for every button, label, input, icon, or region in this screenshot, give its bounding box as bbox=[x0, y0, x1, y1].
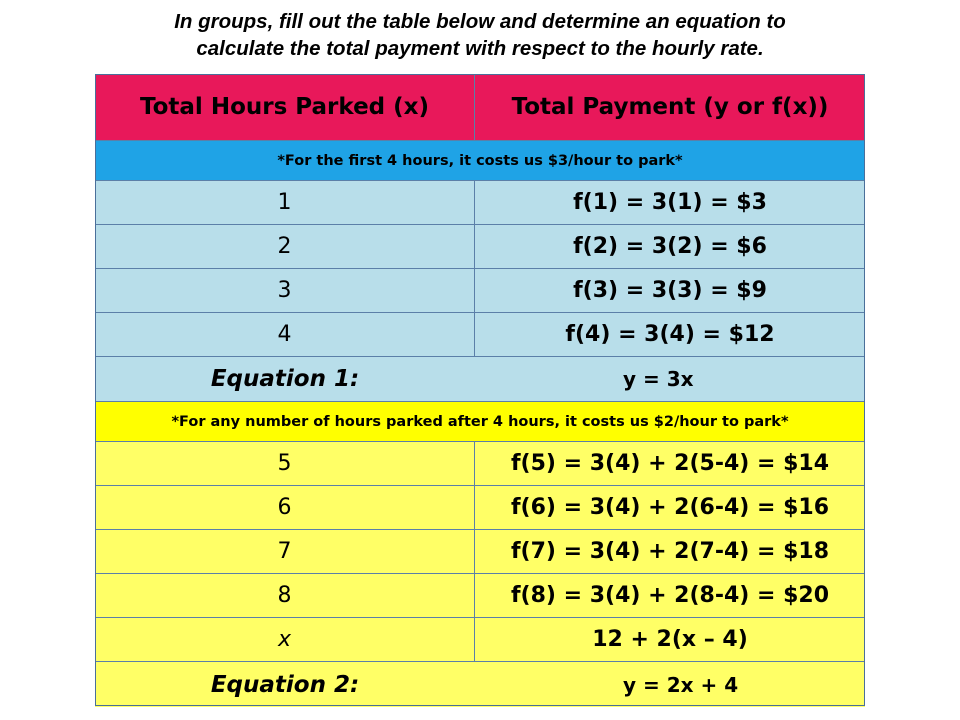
table-row bbox=[95, 225, 865, 269]
payment-cell: f(8) = 3(4) + 2(8-4) = $20 bbox=[510, 583, 830, 608]
equation-2-value: y = 2x + 4 bbox=[623, 672, 739, 697]
section-2-note: *For any number of hours parked after 4 hours, it costs us $2/hour to park* bbox=[171, 413, 789, 430]
table-row bbox=[95, 269, 865, 313]
instructions-line-2: calculate the total payment with respect to the hourly rate. bbox=[196, 37, 764, 60]
hours-cell: 2 bbox=[95, 225, 475, 268]
header-hours: Total Hours Parked (x) bbox=[95, 74, 475, 140]
instructions-text bbox=[0, 8, 960, 62]
table-header-row bbox=[95, 74, 865, 141]
payment-cell: f(3) = 3(3) = $9 bbox=[573, 278, 767, 303]
table-row bbox=[95, 618, 865, 662]
payment-cell: 12 + 2(x – 4) bbox=[592, 627, 748, 652]
hours-cell: 7 bbox=[95, 530, 475, 573]
table-row bbox=[95, 313, 865, 357]
instructions-line-1: In groups, fill out the table below and determine an equation to bbox=[174, 10, 786, 33]
hours-cell: 1 bbox=[95, 181, 475, 224]
parking-table bbox=[95, 74, 865, 707]
hours-cell: x bbox=[95, 618, 475, 661]
hours-cell: 8 bbox=[95, 574, 475, 617]
equation-2-label: Equation 2: bbox=[210, 671, 360, 698]
table-row bbox=[95, 574, 865, 618]
hours-cell: 5 bbox=[95, 442, 475, 485]
table-row bbox=[95, 181, 865, 225]
payment-cell: f(1) = 3(1) = $3 bbox=[573, 190, 767, 215]
payment-cell: f(6) = 3(4) + 2(6-4) = $16 bbox=[510, 495, 830, 520]
payment-cell: f(7) = 3(4) + 2(7-4) = $18 bbox=[510, 539, 830, 564]
payment-cell: f(4) = 3(4) = $12 bbox=[565, 322, 775, 347]
equation-2-row bbox=[95, 662, 865, 707]
payment-cell: f(5) = 3(4) + 2(5-4) = $14 bbox=[510, 451, 830, 476]
table-row bbox=[95, 486, 865, 530]
section-2-note-row bbox=[95, 402, 865, 442]
hours-cell: 4 bbox=[95, 313, 475, 356]
equation-1-value: y = 3x bbox=[623, 367, 694, 391]
payment-cell: f(2) = 3(2) = $6 bbox=[573, 234, 767, 259]
section-1-note: *For the first 4 hours, it costs us $3/hour to park* bbox=[277, 152, 683, 169]
header-payment: Total Payment (y or f(x)) bbox=[511, 94, 829, 120]
hours-cell: 6 bbox=[95, 486, 475, 529]
table-row bbox=[95, 530, 865, 574]
hours-cell: 3 bbox=[95, 269, 475, 312]
equation-1-row bbox=[95, 357, 865, 402]
equation-1-label: Equation 1: bbox=[210, 366, 360, 392]
section-1-note-row bbox=[95, 141, 865, 181]
table-row bbox=[95, 442, 865, 486]
